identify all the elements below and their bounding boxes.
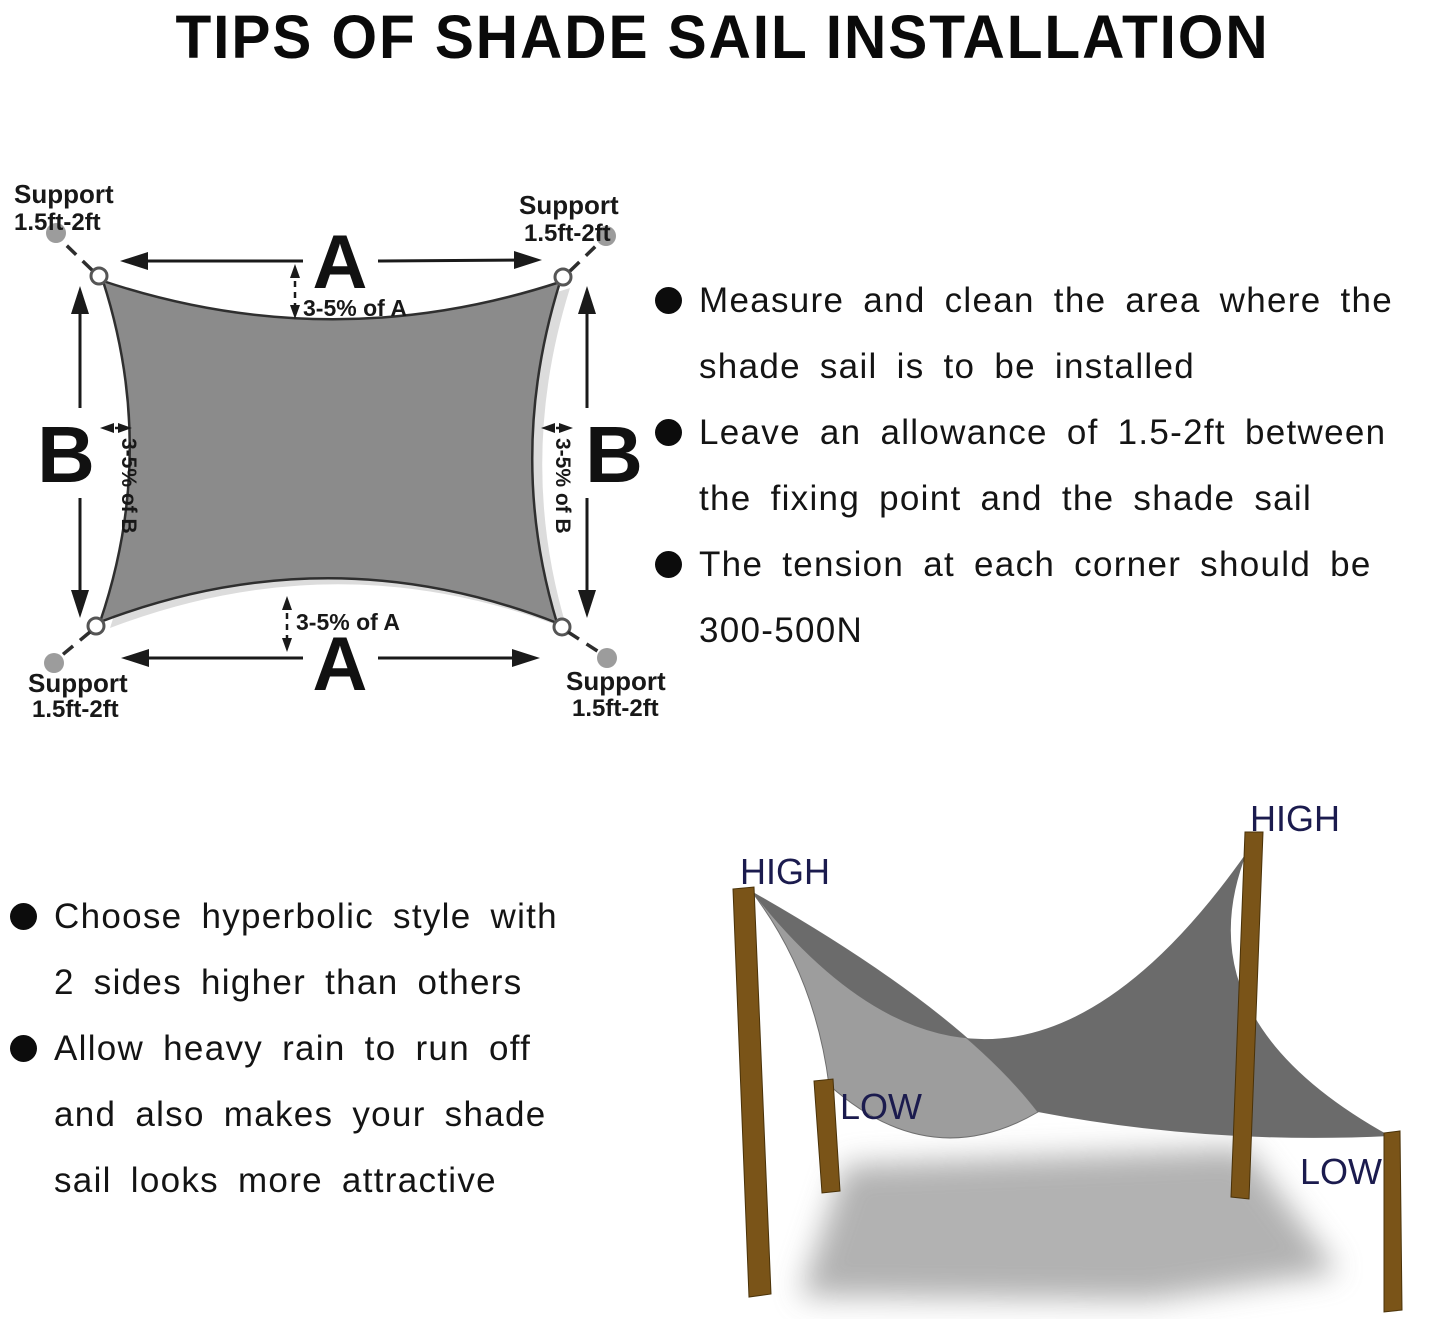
hyperbolic-sail-illustration bbox=[733, 798, 1402, 1312]
arrowhead-left-icon bbox=[121, 649, 149, 667]
arrowhead-right-icon bbox=[559, 423, 573, 433]
low-label: LOW bbox=[840, 1086, 923, 1127]
arrowhead-down-icon bbox=[578, 590, 596, 618]
corner-ring-icon bbox=[555, 269, 571, 285]
high-label: HIGH bbox=[1250, 798, 1340, 839]
sag-a-top-label: 3-5% of A bbox=[303, 295, 407, 321]
post-high-left bbox=[733, 887, 771, 1297]
tip-item bbox=[655, 400, 1435, 532]
arrowhead-up-icon bbox=[578, 286, 596, 314]
tip-line: Allow heavy rain to run off bbox=[54, 1029, 532, 1068]
tip-item bbox=[10, 884, 650, 1016]
tip-line: Measure and clean the area where the bbox=[699, 281, 1394, 320]
dim-b-left-label: B bbox=[37, 410, 95, 499]
arrowhead-down-icon bbox=[282, 638, 292, 652]
sag-b-right-label: 3-5% of B bbox=[551, 438, 574, 534]
post-low-right bbox=[1384, 1131, 1402, 1312]
arrowhead-left-icon bbox=[120, 252, 148, 270]
corner-ring-icon bbox=[91, 268, 107, 284]
dim-a-bottom-label: A bbox=[312, 622, 368, 707]
bullet-icon bbox=[10, 903, 37, 930]
tether-line bbox=[63, 242, 92, 270]
tip-item bbox=[655, 268, 1435, 400]
support-label: Support bbox=[14, 179, 114, 209]
tip-line: 2 sides higher than others bbox=[54, 963, 523, 1002]
support-label: Support bbox=[566, 666, 666, 696]
support-label: Support bbox=[519, 190, 619, 220]
tips-list-right bbox=[655, 268, 1435, 664]
tether-line bbox=[61, 632, 90, 656]
high-label: HIGH bbox=[740, 851, 830, 892]
tips-list-left bbox=[10, 884, 650, 1214]
support-label: 1.5ft-2ft bbox=[572, 695, 659, 722]
tether-line bbox=[570, 243, 599, 271]
tip-line: Choose hyperbolic style with bbox=[54, 897, 558, 936]
arrowhead-right-icon bbox=[512, 649, 540, 667]
corner-ring-icon bbox=[554, 619, 570, 635]
dim-a-top-line bbox=[378, 260, 534, 261]
arrowhead-right-icon bbox=[514, 251, 542, 269]
support-label: 1.5ft-2ft bbox=[524, 220, 611, 247]
support-label: 1.5ft-2ft bbox=[14, 209, 101, 236]
tether-line bbox=[568, 632, 599, 652]
sag-a-bottom-label: 3-5% of A bbox=[296, 609, 400, 635]
bullet-icon bbox=[10, 1035, 37, 1062]
arrowhead-up-icon bbox=[290, 264, 300, 278]
bullet-icon bbox=[655, 419, 682, 446]
tip-item bbox=[655, 532, 1435, 664]
low-label: LOW bbox=[1300, 1151, 1383, 1192]
tip-line: and also makes your shade bbox=[54, 1095, 547, 1134]
sail-measurement-diagram bbox=[14, 179, 666, 723]
arrowhead-up-icon bbox=[71, 286, 89, 314]
post-low-left bbox=[814, 1079, 840, 1193]
dim-a-top-label: A bbox=[312, 220, 368, 305]
tip-line: sail looks more attractive bbox=[54, 1161, 497, 1200]
bullet-icon bbox=[655, 287, 682, 314]
support-dot bbox=[597, 648, 617, 668]
sail-shape bbox=[100, 281, 560, 623]
support-label: Support bbox=[28, 668, 128, 698]
bullet-icon bbox=[655, 551, 682, 578]
arrowhead-up-icon bbox=[282, 596, 292, 610]
tip-line: 300-500N bbox=[699, 611, 864, 650]
support-label: 1.5ft-2ft bbox=[32, 696, 119, 723]
tip-line: The tension at each corner should be bbox=[699, 545, 1372, 584]
arrowhead-down-icon bbox=[71, 590, 89, 618]
corner-ring-icon bbox=[88, 618, 104, 634]
page-title: TIPS OF SHADE SAIL INSTALLATION bbox=[175, 3, 1270, 71]
arrowhead-left-icon bbox=[100, 423, 114, 433]
tip-line: Leave an allowance of 1.5-2ft between bbox=[699, 413, 1387, 452]
dim-b-right-label: B bbox=[585, 410, 643, 499]
ground-shadow bbox=[800, 1148, 1338, 1300]
tip-line: shade sail is to be installed bbox=[699, 347, 1196, 386]
sag-b-left-label: 3-5% of B bbox=[117, 438, 140, 534]
tip-line: the fixing point and the shade sail bbox=[699, 479, 1313, 518]
tip-item bbox=[10, 1016, 650, 1214]
